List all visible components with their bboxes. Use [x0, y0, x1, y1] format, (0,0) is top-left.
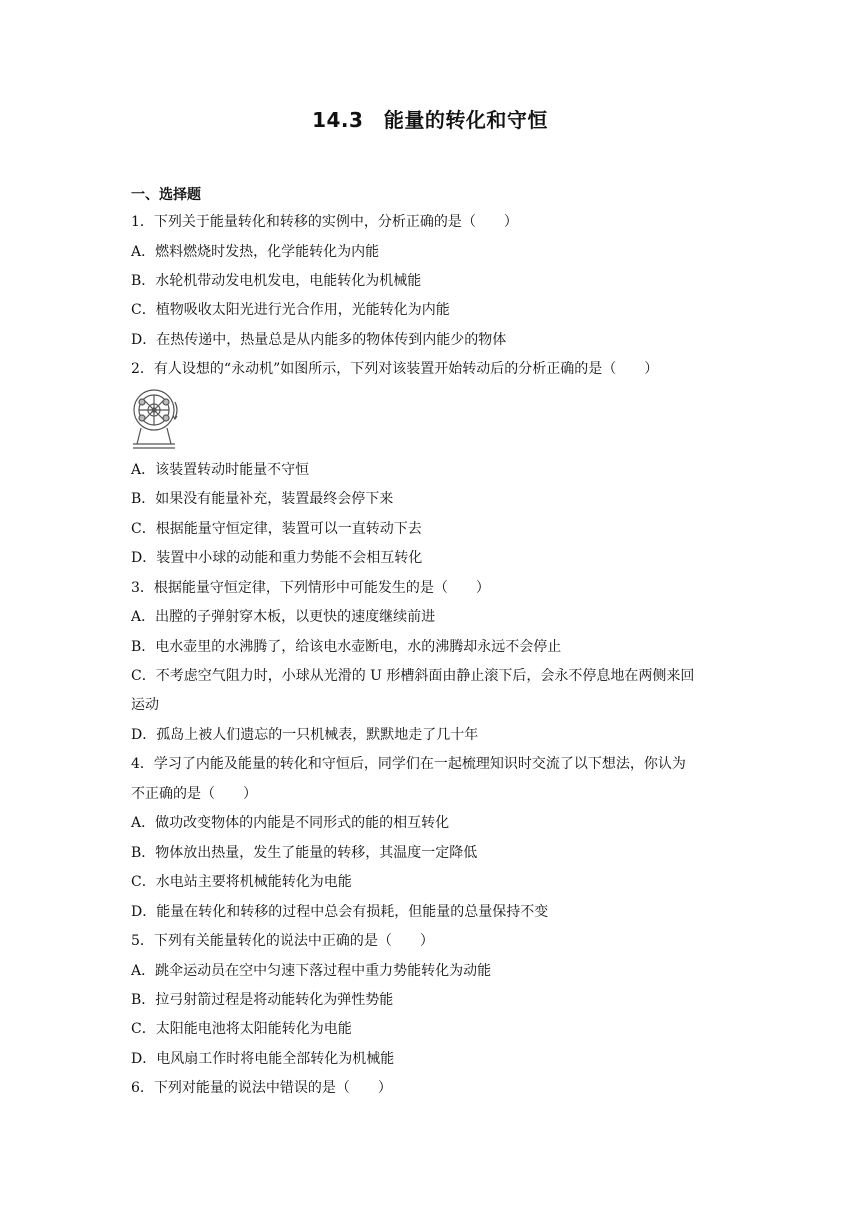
option-4d: D．能量在转化和转移的过程中总会有损耗，但能量的总量保持不变: [131, 904, 549, 920]
question-4: 4．学习了内能及能量的转化和守恒后，同学们在一起梳理知识时交流了以下想法，你认为: [131, 756, 686, 772]
option-3a: A．出膛的子弹射穿木板，以更快的速度继续前进: [131, 609, 436, 625]
option-4a: A．做功改变物体的内能是不同形式的能的相互转化: [131, 815, 450, 831]
option-4c: C．水电站主要将机械能转化为电能: [131, 874, 352, 890]
option-1c: C．植物吸收太阳光进行光合作用，光能转化为内能: [131, 302, 450, 318]
question-5: 5．下列有关能量转化的说法中正确的是（ ）: [131, 933, 434, 949]
question-2: 2．有人设想的“永动机”如图所示，下列对该装置开始转动后的分析正确的是（ ）: [131, 361, 659, 377]
question-1: 1．下列关于能量转化和转移的实例中，分析正确的是（ ）: [131, 214, 518, 230]
option-3d: D．孤岛上被人们遗忘的一只机械表，默默地走了几十年: [131, 727, 479, 743]
option-5c: C．太阳能电池将太阳能转化为电能: [131, 1021, 352, 1037]
option-1d: D．在热传递中，热量总是从内能多的物体传到内能少的物体: [131, 332, 507, 348]
option-3b: B．电水壶里的水沸腾了，给该电水壶断电，水的沸腾却永远不会停止: [131, 639, 562, 655]
option-2a: A．该装置转动时能量不守恒: [131, 462, 310, 478]
option-2c: C．根据能量守恒定律，装置可以一直转动下去: [131, 521, 422, 537]
option-4b: B．物体放出热量，发生了能量的转移，其温度一定降低: [131, 845, 478, 861]
option-5a: A．跳伞运动员在空中匀速下落过程中重力势能转化为动能: [131, 963, 492, 979]
option-3c: C．不考虑空气阻力时，小球从光滑的 U 形槽斜面由静止滚下后，会永不停息地在两侧来回: [131, 668, 695, 684]
option-2d: D．装置中小球的动能和重力势能不会相互转化: [131, 550, 423, 566]
option-5d: D．电风扇工作时将电能全部转化为机械能: [131, 1051, 395, 1067]
page-title: 14.3 能量的转化和守恒: [312, 108, 548, 132]
question-3: 3．根据能量守恒定律，下列情形中可能发生的是（ ）: [131, 580, 490, 596]
option-5b: B．拉弓射箭过程是将动能转化为弹性势能: [131, 992, 394, 1008]
question-6: 6．下列对能量的说法中错误的是（ ）: [131, 1080, 392, 1096]
option-1b: B．水轮机带动发电机发电，电能转化为机械能: [131, 273, 422, 289]
option-2b: B．如果没有能量补充，装置最终会停下来: [131, 491, 394, 507]
perpetual-motion-figure: [129, 388, 181, 452]
option-1a: A．燃料燃烧时发热，化学能转化为内能: [131, 244, 380, 260]
option-3c-cont: 运动: [131, 697, 159, 713]
section-heading: 一、选择题: [131, 187, 201, 203]
question-4-cont: 不正确的是（ ）: [131, 786, 257, 802]
